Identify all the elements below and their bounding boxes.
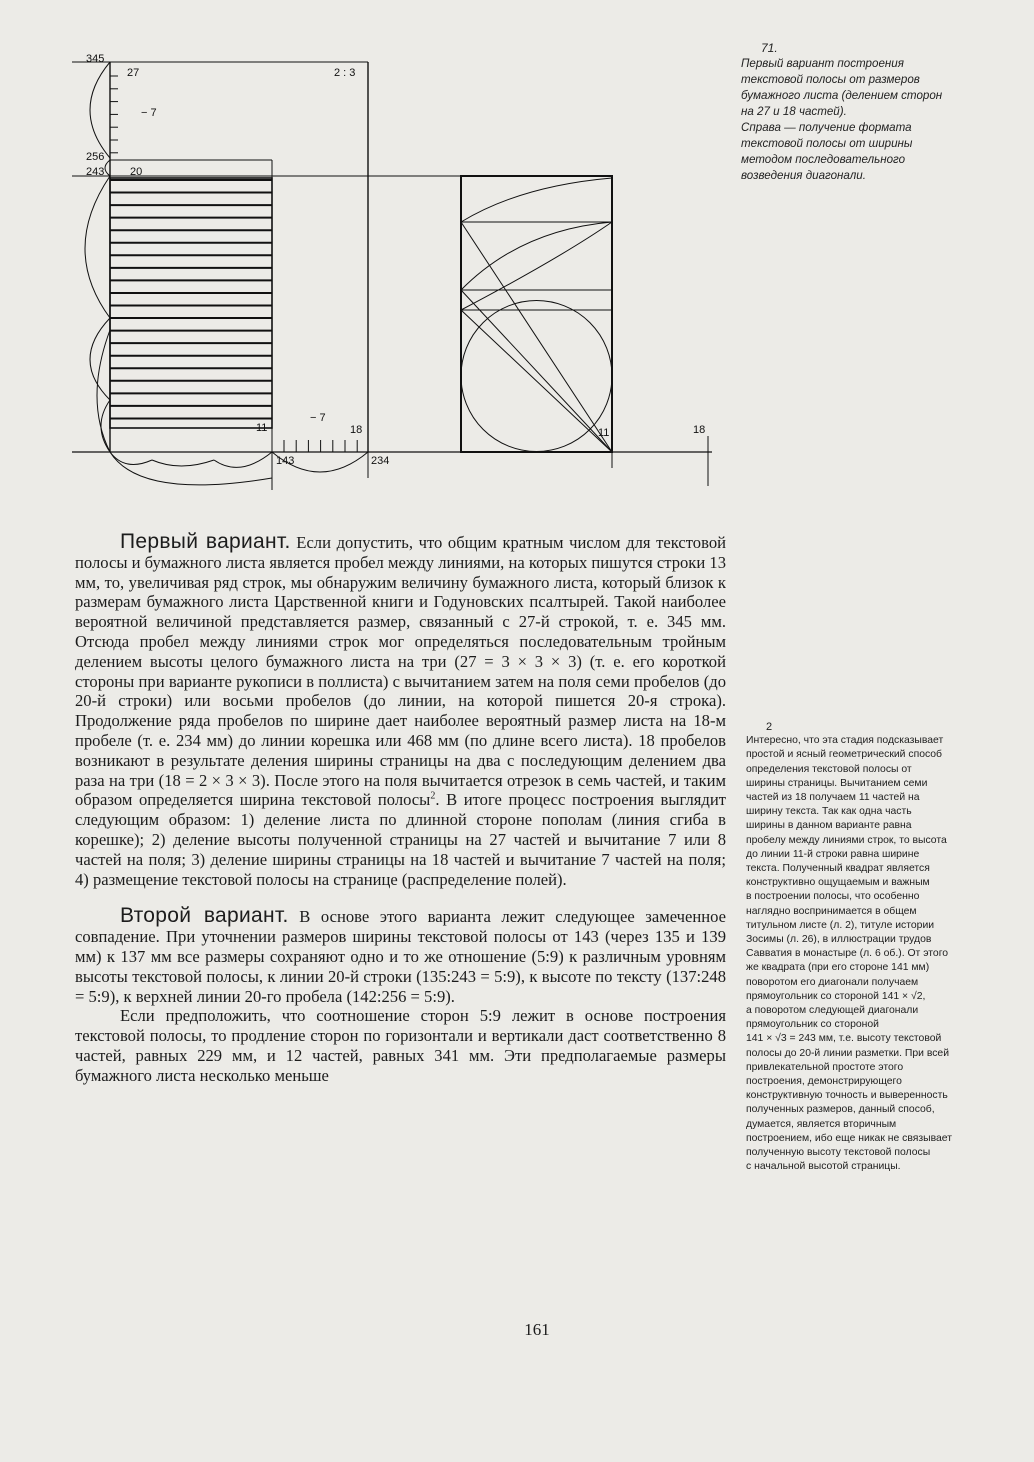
paragraph-second-variant	[75, 906, 726, 1006]
label-11-right: 11	[598, 427, 610, 439]
division-arc	[105, 160, 110, 176]
label-345: 345	[86, 53, 105, 65]
label-243: 243	[86, 166, 105, 178]
diagonal	[461, 310, 612, 452]
heading-first-variant: Первый вариант.	[120, 530, 291, 553]
footnote-line: до линии 11-й строки равна ширине	[746, 848, 920, 860]
paragraph-text: Если допустить, что общим кратным числом для текстовой полосы и бумажного листа является пробел между линиями, на которых пишутся строки 13 мм, то, увеличивая ряд строк, мы обнаружим величину бумажного листа, который близок к размерам бумажного листа Царственной книги и Годуновских псалтырей. Такой наиболее вероятной величиной представляется размер, связанный с 27-й строкой, т. е. 345 мм. Отсюда пробел между линиями строк мог определяться последовательным тройным делением высоты целого бумажного листа на три (27 = 3 × 3 × 3) (т. е. его короткой стороны при варианте рукописи в поллиста) с вычитанием затем на поля семи пробелов (до 20-й строки) или восьми пробелов (до линии, на которой пишется 20-я строка). Продолжение ряда пробелов по ширине дает наиболее вероятный размер листа на 18-м пробеле (т. е. 234 мм) до линии корешка или 468 мм (по длине всего листа). 18 пробелов возникают в результате деления ширины страницы на два с последующим делением два раза на три (18 = 2 × 3 × 3). После этого на поля вычитается отрезок в семь частей, и таким образом определяется ширина текстовой полосы	[75, 533, 726, 810]
footnote-line: думается, является вторичным	[746, 1118, 897, 1130]
caption-line: на 27 и 18 частей).	[741, 105, 847, 118]
footnote-line: полученных размеров, данный способ,	[746, 1104, 935, 1116]
footnote-line: построения, демонстрирующего	[746, 1076, 902, 1088]
division-arc	[97, 330, 110, 452]
caption-line: возведения диагонали.	[741, 169, 866, 182]
division-arc	[152, 460, 214, 466]
footnote-line: прямоугольник со стороной	[746, 1019, 879, 1031]
division-arc	[110, 452, 272, 485]
footnote-line: 141 × √3 = 243 мм, т.е. высоту текстовой	[746, 1033, 942, 1045]
footnote-line: конструктивно ощущаемым и важным	[746, 877, 930, 889]
division-arc	[101, 400, 110, 452]
footnote-line: ширины в данном варианте равна	[746, 820, 912, 832]
label-143: 143	[276, 455, 295, 467]
footnote-line: построением, ибо еще никак не связывает	[746, 1132, 952, 1144]
footnote-line: полученную высоту текстовой полосы	[746, 1147, 931, 1159]
caption-line: текстовой полосы от размеров	[741, 73, 920, 86]
footnote-number: 2	[766, 721, 773, 733]
footnote-line: Савватия в монастыре (л. 6 об.). От этого	[746, 948, 949, 960]
paragraph-text: . В итоге процесс построения выглядит следующим образом: 1) деление листа по длинной стороне пополам (линия сгиба в корешке); 2) деление высоты полученной страницы на 27 частей и вычитание 7 или 8 частей на поля; 3) деление ширины страницы на 18 частей и вычитание 7 частей на поля; 4) размещение текстовой полосы на странице (распределение полей).	[75, 790, 726, 889]
paragraph-first-variant	[75, 532, 726, 889]
label-256: 256	[86, 151, 105, 163]
rotation-arc	[461, 178, 612, 222]
heading-second-variant: Второй вариант.	[120, 904, 289, 928]
division-arc	[90, 62, 110, 158]
caption-number: 71.	[761, 41, 778, 55]
construction-diagram	[0, 0, 740, 500]
label-minus7-bottom: − 7	[310, 412, 326, 424]
inscribed-circle	[461, 301, 612, 452]
footnote-line: привлекательной простоте этого	[746, 1061, 904, 1073]
paragraph-text: В основе этого варианта лежит следующее замеченное совпадение. При уточнении размеров ширины текстовой полосы от 143 (через 135 и 139 мм) к 137 мм все размеры сохраняют одно и то же отношение (5:9) к различным уровням высоты текстовой полосы, к линии 20-й строки (135:243 = 5:9), к высоте по тексту (137:248 = 5:9), к верхней линии 20-го пробела (142:256 = 5:9).	[75, 907, 726, 1006]
page-number: 161	[524, 1320, 550, 1339]
label-18-left: 18	[350, 424, 363, 436]
footnote-line: с начальной высотой страницы.	[746, 1161, 901, 1173]
diagonal	[461, 290, 612, 452]
footnote-line: пробелу между линиями строк, то высота	[746, 834, 947, 846]
footnote-line: конструктивную точность и выверенность	[746, 1090, 948, 1102]
footnote-line: ширину текста. Так как одна часть	[746, 806, 912, 818]
caption-line: Первый вариант построения	[741, 57, 904, 70]
caption-line: методом последовательного	[741, 153, 906, 166]
label-27: 27	[127, 67, 140, 79]
division-arc	[90, 318, 110, 400]
footnote-line: частей из 18 получаем 11 частей на	[746, 792, 920, 804]
label-minus7-top: − 7	[141, 107, 157, 119]
division-arc	[110, 452, 152, 465]
footnote	[746, 720, 1026, 1175]
footnote-line: Интересно, что эта стадия подсказывает	[746, 735, 944, 747]
footnote-line: наглядно воспринимается в общем	[746, 905, 917, 917]
caption-line: Справа — получение формата	[741, 121, 912, 134]
footnote-line: прямоугольник со стороной 141 × √2,	[746, 990, 926, 1002]
footnote-line: в построении полосы, что особенно	[746, 891, 920, 903]
footnote-line: поворотом его диагонали получаем	[746, 976, 919, 988]
label-20: 20	[130, 166, 143, 178]
caption-line: текстовой полосы от ширины	[741, 137, 913, 150]
paragraph-third: Если предположить, что соотношение сторон 5:9 лежит в основе построения текстовой полосы, то продление сторон по горизонтали и вертикали даст соответственно 8 частей, равных 229 мм, и 12 частей, равных 341 мм. Эти предполагаемые размеры бумажного листа несколько меньше	[75, 1006, 726, 1085]
footnote-line: определения текстовой полосы от	[746, 763, 912, 775]
diagonal	[461, 222, 612, 452]
division-arc	[85, 176, 110, 318]
division-arc	[214, 452, 272, 467]
footnote-line: Зосимы (л. 26), в иллюстрации трудов	[746, 934, 932, 946]
label-11-left: 11	[256, 422, 268, 434]
main-text	[75, 532, 726, 1086]
text-block-frame	[110, 178, 272, 428]
footnote-line: простой и ясный геометрический способ	[746, 749, 943, 761]
footnote-line: полосы до 20-й линии разметки. При всей	[746, 1047, 950, 1059]
rotation-arc	[461, 222, 612, 310]
caption-line: бумажного листа (делением сторон	[741, 89, 943, 102]
footnote-line: титульном листе (л. 2), титуле истории	[746, 919, 935, 931]
label-ratio: 2 : 3	[334, 67, 356, 79]
footnote-line: а поворотом следующей диагонали	[746, 1005, 919, 1017]
label-18-right: 18	[693, 424, 706, 436]
footnote-line: же квадрата (при его стороне 141 мм)	[746, 962, 930, 974]
label-234: 234	[371, 455, 390, 467]
footnote-ref[interactable]: 2	[430, 790, 436, 802]
figure-caption	[741, 40, 981, 184]
footnote-line: ширины страницы. Вычитанием семи	[746, 777, 928, 789]
footnote-line: текста. Полученный квадрат является	[746, 863, 930, 875]
